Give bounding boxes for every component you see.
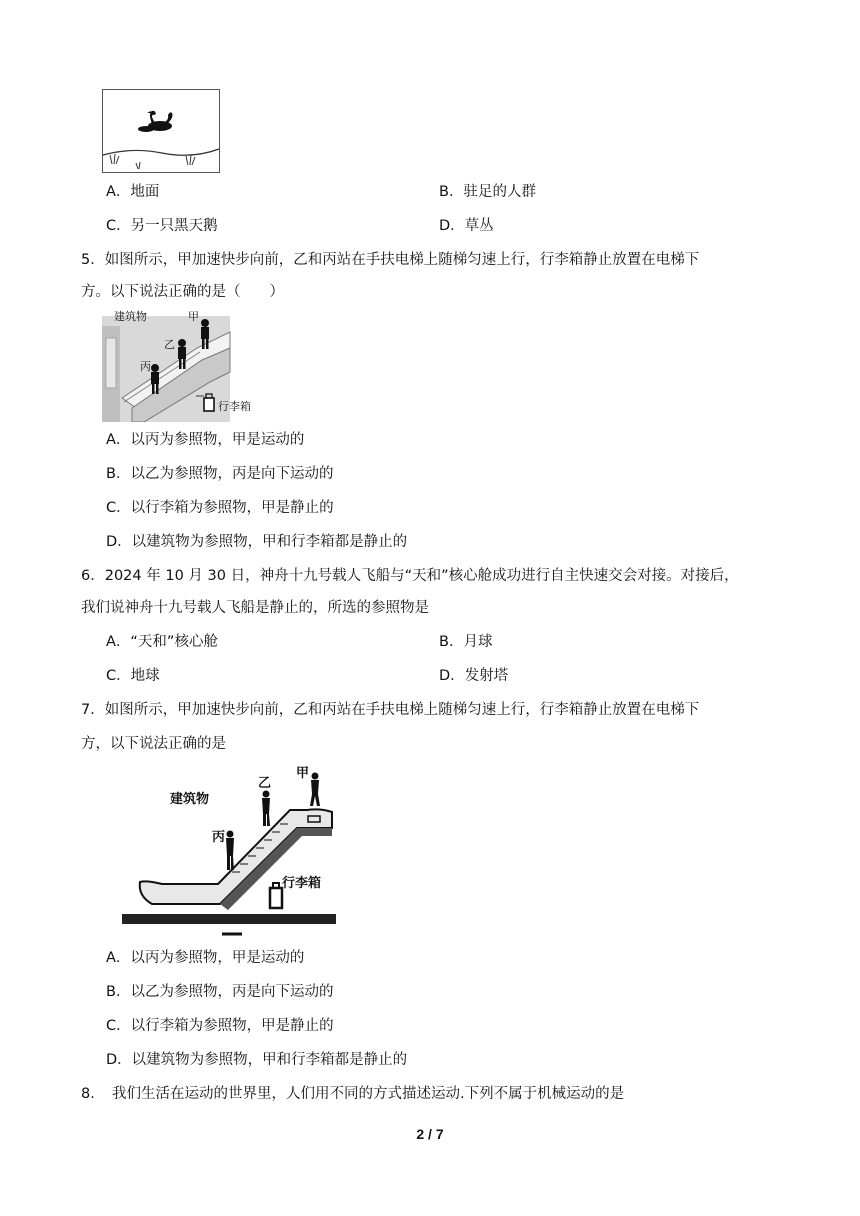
q5-option-d: D．以建筑物为参照物，甲和行李箱都是静止的 bbox=[106, 534, 408, 550]
q5-figure-label-bing: 丙 bbox=[140, 360, 151, 373]
q5-option-c: C．以行李箱为参照物，甲是静止的 bbox=[106, 500, 334, 516]
q7-option-c: C．以行李箱为参照物，甲是静止的 bbox=[106, 1018, 334, 1034]
q7-figure-label-jia: 甲 bbox=[296, 766, 310, 781]
q5-option-a: A．以丙为参照物，甲是运动的 bbox=[106, 432, 305, 448]
page-number: 2 / 7 bbox=[416, 1126, 444, 1142]
escalator-figure-bw bbox=[122, 764, 336, 940]
q5-figure-label-luggage: 行李箱 bbox=[218, 400, 251, 413]
q7-option-b: B．以乙为参照物，丙是向下运动的 bbox=[106, 984, 334, 1000]
q4-option-a: A．地面 bbox=[106, 184, 160, 200]
q6-option-a: A．“天和”核心舱 bbox=[106, 634, 218, 650]
q7-stem-line1: 7．如图所示，甲加速快步向前，乙和丙站在手扶电梯上随梯匀速上行，行李箱静止放置在电梯下 bbox=[81, 702, 700, 718]
q7-figure-label-yi: 乙 bbox=[258, 776, 272, 791]
q5-option-b: B．以乙为参照物，丙是向下运动的 bbox=[106, 466, 334, 482]
q7-figure-label-bing: 丙 bbox=[212, 830, 226, 845]
q4-option-d: D．草丛 bbox=[439, 218, 494, 234]
q5-stem-line2: 方。以下说法正确的是（ ） bbox=[81, 284, 284, 300]
q5-figure-label-jia: 甲 bbox=[188, 310, 199, 323]
q5-stem-line1: 5．如图所示，甲加速快步向前，乙和丙站在手扶电梯上随梯匀速上行，行李箱静止放置在电梯下 bbox=[81, 252, 700, 268]
q7-stem-line2: 方，以下说法正确的是 bbox=[81, 736, 226, 752]
q6-option-d: D．发射塔 bbox=[439, 668, 509, 684]
swan-figure bbox=[102, 89, 220, 173]
q8-stem-line1: 8． 我们生活在运动的世界里，人们用不同的方式描述运动.下列不属于机械运动的是 bbox=[81, 1086, 625, 1102]
q7-figure-label-building: 建筑物 bbox=[170, 792, 210, 807]
q5-figure-label-building: 建筑物 bbox=[114, 310, 147, 323]
q7-option-d: D．以建筑物为参照物，甲和行李箱都是静止的 bbox=[106, 1052, 408, 1068]
q7-option-a: A．以丙为参照物，甲是运动的 bbox=[106, 950, 305, 966]
q4-option-b: B．驻足的人群 bbox=[439, 184, 536, 200]
q6-stem-line2: 我们说神舟十九号载人飞船是静止的，所选的参照物是 bbox=[81, 600, 429, 616]
q6-option-c: C．地球 bbox=[106, 668, 160, 684]
q6-option-b: B．月球 bbox=[439, 634, 493, 650]
q7-figure-label-luggage: 行李箱 bbox=[282, 876, 322, 891]
q6-stem-line1: 6．2024 年 10 月 30 日，神舟十九号载人飞船与“天和”核心舱成功进行自主快速交会对接。对接后， bbox=[81, 568, 739, 584]
q5-figure-label-yi: 乙 bbox=[164, 338, 175, 351]
q4-option-c: C．另一只黑天鹅 bbox=[106, 218, 218, 234]
